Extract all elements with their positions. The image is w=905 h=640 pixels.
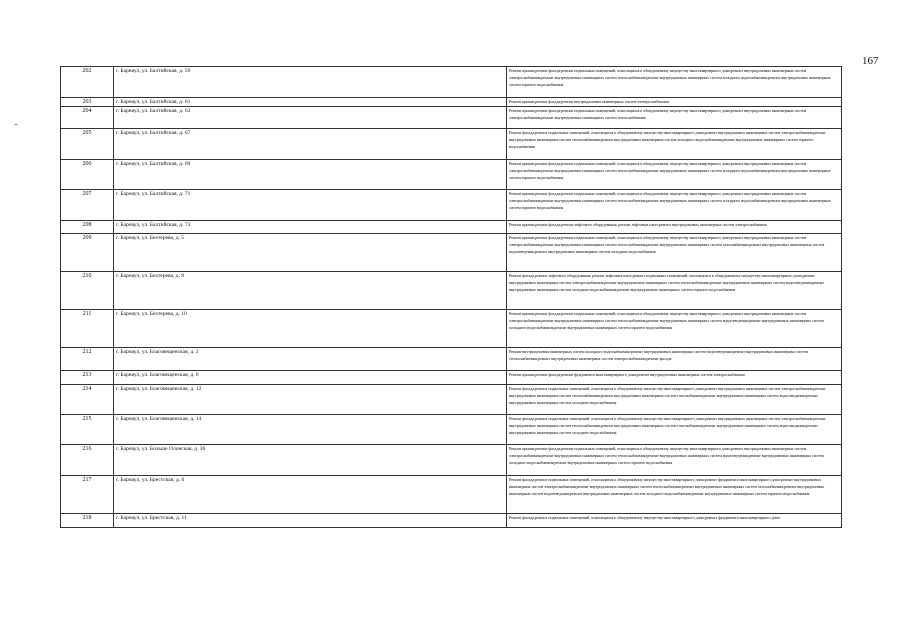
row-address: г. Барнаул, ул. Бехтерева, д. 8 (114, 272, 507, 310)
table-row (61, 160, 842, 190)
row-address: г. Барнаул, ул. Балтийская, д. 71 (114, 190, 507, 221)
row-address: г. Барнаул, ул. Благовещенская, д. 8 (114, 371, 507, 385)
row-address: г. Барнаул, ул. Бехтерева, д. 10 (114, 310, 507, 348)
row-number: 215 (61, 415, 114, 445)
row-works: Ремонт крыши;ремонт фасада;ремонт подвальных помещений, относящихся к общедомовому имуществу многоквартирного дома;ремонт внутридомовых инженерных систем электроснабжения;ремонт внутридомовых инженерных систем теплоснабжения;ремонт внутридомовых инженерных систем водоотведения;ремонт внутридомовых инженерных систем холодного водоснабжения;ремонт внутридомовых инженерных систем горячего водоснабжения (507, 445, 842, 476)
row-address: г. Барнаул, ул. Балтийская, д. 73 (114, 221, 507, 234)
table-row (61, 98, 842, 107)
table-row (61, 310, 842, 348)
row-address: г. Барнаул, ул. Благовещенская, д. 12 (114, 385, 507, 415)
row-works: Ремонт крыши;ремонт фасада;ремонт лифтового оборудования, ремонт лифтовых шахт;ремонт внутридомовых инженерных систем электроснабжения (507, 221, 842, 234)
row-number: 212 (61, 348, 114, 371)
row-works: Ремонт крыши;ремонт фасада;ремонт подвальных помещений, относящихся к общедомовому имуществу многоквартирного дома;ремонт внутридомовых инженерных систем электроснабжения;ремонт внутридомовых инженерных систем теплоснабжения (507, 107, 842, 129)
row-works: Ремонт крыши;ремонт фасада;ремонт подвальных помещений, относящихся к общедомовому имуществу многоквартирного дома;ремонт внутридомовых инженерных систем электроснабжения;ремонт внутридомовых инженерных систем теплоснабжения;ремонт внутридомовых инженерных систем водоотведения;ремонт внутридомовых инженерных систем холодного водоснабжения;ремонт внутридомовых инженерных систем горячего водоснабжения (507, 310, 842, 348)
row-number: 209 (61, 234, 114, 272)
row-address: г. Барнаул, ул. Бехтерева, д. 5 (114, 234, 507, 272)
page-number: 167 (862, 55, 879, 67)
row-works: Ремонт фасада;ремонт подвальных помещений, относящихся к общедомовому имуществу многоквартирного дома;ремонт внутридомовых инженерных систем электроснабжения;ремонт внутридомовых инженерных систем теплоснабжения;ремонт внутридомовых инженерных систем газоснабжения;ремонт внутридомовых инженерных систем водоотведения;ремонт внутридомовых инженерных систем холодного водоснабжения (507, 385, 842, 415)
row-address: г. Барнаул, ул. Балтийская, д. 69 (114, 160, 507, 190)
row-number: 214 (61, 385, 114, 415)
table-row (61, 129, 842, 160)
row-works: Ремонт крыши;ремонт фасада;ремонт фундамента многоквартирного дома;ремонт внутридомовых инженерных систем электроснабжения (507, 371, 842, 385)
table-row (61, 415, 842, 445)
table-row (61, 371, 842, 385)
row-address: г. Барнаул, ул. Брестская, д. 11 (114, 514, 507, 528)
table-row (61, 221, 842, 234)
table-row (61, 348, 842, 371)
row-address: г. Барнаул, ул. Благовещенская, д. 14 (114, 415, 507, 445)
row-number: 217 (61, 476, 114, 514)
row-works: Ремонт фасада;ремонт подвальных помещений, относящихся к общедомовому имуществу многоквартирного дома;ремонт фундамента многоквартирного дома (507, 514, 842, 528)
row-address: г. Барнаул, ул. Балтийская, д. 63 (114, 107, 507, 129)
row-number: 203 (61, 98, 114, 107)
row-address: г. Барнаул, ул. Больше Олонская, д. 36 (114, 445, 507, 476)
table-row (61, 190, 842, 221)
table-row (61, 445, 842, 476)
table-row (61, 514, 842, 528)
table-row (61, 476, 842, 514)
table-row (61, 385, 842, 415)
row-works: Ремонт фасада;ремонт подвальных помещений, относящихся к общедомовому имуществу многоквартирного дома;ремонт внутридомовых инженерных систем электроснабжения;ремонт внутридомовых инженерных систем теплоснабжения;ремонт внутридомовых инженерных систем холодного водоснабжения;ремонт внутридомовых инженерных систем горячего водоснабжения (507, 129, 842, 160)
table-row (61, 107, 842, 129)
row-number: 204 (61, 107, 114, 129)
row-number: 202 (61, 67, 114, 98)
housing-repair-table (60, 66, 842, 528)
row-number: 218 (61, 514, 114, 528)
row-number: 210 (61, 272, 114, 310)
row-number: 213 (61, 371, 114, 385)
row-address: г. Барнаул, ул. Балтийская, д. 67 (114, 129, 507, 160)
scan-mark (14, 124, 18, 125)
row-works: Ремонт крыши;ремонт фасада;ремонт внутридомовых инженерных систем электроснабжения (507, 98, 842, 107)
table-row (61, 67, 842, 98)
row-works: Ремонт крыши;ремонт фасада;ремонт подвальных помещений, относящихся к общедомовому имуществу многоквартирного дома;ремонт внутридомовых инженерных систем электроснабжения;ремонт внутридомовых инженерных систем теплоснабжения;ремонт внутридомовых инженерных систем газоснабжения;ремонт внутридомовых инженерных систем водоотведения;ремонт внутридомовых инженерных систем холодного водоснабжения (507, 234, 842, 272)
table-row (61, 272, 842, 310)
row-number: 207 (61, 190, 114, 221)
row-works: Ремонт фасада;ремонт подвальных помещений, относящихся к общедомовому имуществу многоквартирного дома;ремонт внутридомовых инженерных систем электроснабжения;ремонт внутридомовых инженерных систем теплоснабжения;ремонт внутридомовых инженерных систем газоснабжения;ремонт внутридомовых инженерных систем водоотведения;ремонт внутридомовых инженерных систем холодного водоснабжения (507, 415, 842, 445)
row-works: Ремонт внутридомовых инженерных систем холодного водоснабжения;ремонт внутридомовых инженерных систем водоотведения;ремонт внутридомовых инженерных систем теплоснабжения;ремонт внутридомовых инженерных систем электроснабжения;ремонт фасада (507, 348, 842, 371)
row-works: Ремонт крыши;ремонт фасада;ремонт подвальных помещений, относящихся к общедомовому имуществу многоквартирного дома;ремонт внутридомовых инженерных систем электроснабжения;ремонт внутридомовых инженерных систем теплоснабжения;ремонт внутридомовых инженерных систем холодного водоснабжения;ремонт внутридомовых инженерных систем горячего водоснабжения (507, 190, 842, 221)
row-works: Ремонт фасада;ремонт подвальных помещений, относящихся к общедомовому имуществу многоквартирного дома;ремонт фундамента многоквартирного дома;ремонт внутридомовых инженерных систем электроснабжения;ремонт внутридомовых инженерных систем теплоснабжения;ремонт внутридомовых инженерных систем газоснабжения;ремонт внутридомовых инженерных систем водоотведения;ремонт внутридомовых инженерных систем холодного водоснабжения;ремонт внутридомовых инженерных систем горячего водоснабжения (507, 476, 842, 514)
row-number: 206 (61, 160, 114, 190)
row-number: 205 (61, 129, 114, 160)
row-works: Ремонт фасада;ремонт лифтового оборудования, ремонт лифтовых шахт;ремонт подвальных помещений, относящихся к общедомовому имуществу многоквартирного дома;ремонт внутридомовых инженерных систем электроснабжения;ремонт внутридомовых инженерных систем теплоснабжения;ремонт внутридомовых инженерных систем водоотведения;ремонт внутридомовых инженерных систем холодного водоснабжения;ремонт внутридомовых инженерных систем горячего водоснабжения (507, 272, 842, 310)
row-address: г. Барнаул, ул. Балтийская, д. 61 (114, 98, 507, 107)
row-works: Ремонт крыши;ремонт фасада;ремонт подвальных помещений, относящихся к общедомовому имуществу многоквартирного дома;ремонт внутридомовых инженерных систем электроснабжения;ремонт внутридомовых инженерных систем теплоснабжения;ремонт внутридомовых инженерных систем холодного водоснабжения;ремонт внутридомовых инженерных систем горячего водоснабжения (507, 160, 842, 190)
row-address: г. Барнаул, ул. Благовещенская, д. 2 (114, 348, 507, 371)
row-number: 208 (61, 221, 114, 234)
row-address: г. Барнаул, ул. Балтийская, д. 59 (114, 67, 507, 98)
row-address: г. Барнаул, ул. Брестская, д. 6 (114, 476, 507, 514)
row-number: 216 (61, 445, 114, 476)
row-works: Ремонт крыши;ремонт фасада;ремонт подвальных помещений, относящихся к общедомовому имуществу многоквартирного дома;ремонт внутридомовых инженерных систем электроснабжения;ремонт внутридомовых инженерных систем теплоснабжения;ремонт внутридомовых инженерных систем холодного водоснабжения;ремонт внутридомовых инженерных систем горячего водоснабжения (507, 67, 842, 98)
row-number: 211 (61, 310, 114, 348)
table-row (61, 234, 842, 272)
